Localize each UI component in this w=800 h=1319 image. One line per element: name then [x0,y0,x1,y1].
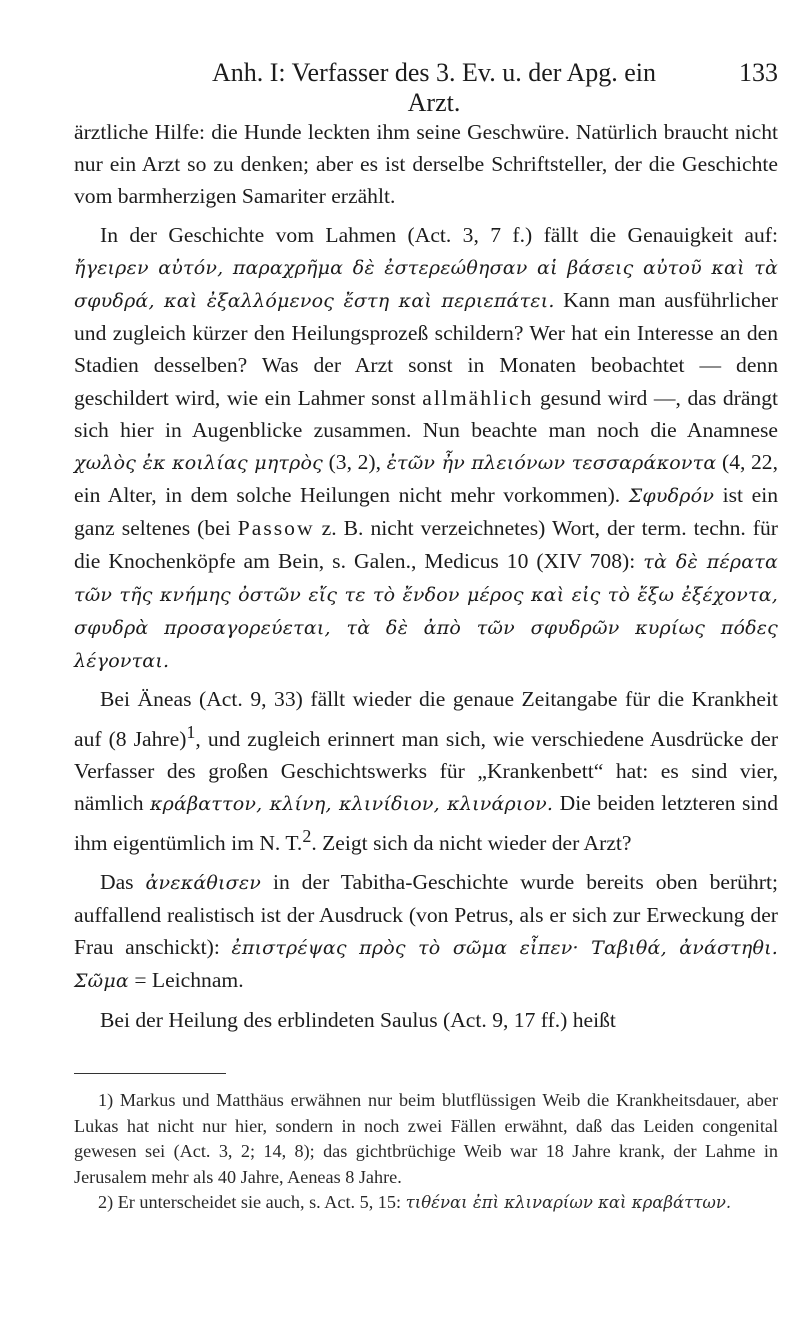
paragraph-text: Kann man ausführlicher und zugleich kürzer den Heilungsprozeß schildern? Wer hat ein Interesse an den Stadien desselben? Was der Arzt sonst in Monaten beobachtet — denn geschildert wird, wie ein Lahmer sonst [74,288,778,410]
paragraph-text: (4, 22, ein Alter, in dem solche Heilungen nicht mehr vorkommen). [74,450,778,508]
paragraph-text: Das [100,869,134,894]
spaced-author-name: Passow [237,516,315,541]
running-title: Anh. I: Verfasser des 3. Ev. u. der Apg. ein Arzt. [211,58,657,117]
footnote-ref-2: 2 [302,826,312,847]
paragraph-text: ist ein ganz seltenes (bei [74,483,779,541]
greek-quote: ἐτῶν ἦν πλειόνων τεσσαράκοντα [386,452,717,475]
paragraph-5 [74,1004,778,1036]
greek-quote: τιθέναι ἐπὶ κλιναρίων καὶ κραβάττων. [405,1193,732,1212]
footnote-2 [74,1190,778,1216]
footnotes [74,1088,778,1216]
page-number: 133 [739,58,778,87]
paragraph-text: gesund wird —, das drängt sich hier in Augenblicke zusammen. Nun beachte man noch die Anamnese [74,385,778,442]
running-header [74,58,778,117]
greek-term: Σφυδρόν [628,485,715,508]
paragraph-1 [74,116,778,213]
footnote-ref-1: 1 [186,721,196,742]
paragraph-text: (3, 2), [328,450,381,475]
spaced-emphasis: allmählich [422,385,534,410]
paragraph-4 [74,866,778,998]
paragraph-text: , und zugleich erinnert man sich, wie verschiedene Ausdrücke der Verfasser des großen Geschichtswerks für „Krankenbett“ hat: es sind vier, nämlich [74,726,779,816]
greek-terms: κράβαττον, κλίνη, κλινίδιον, κλινάριον. [150,793,554,816]
paragraph-text: Bei der Heilung des erblindeten Saulus (Act. 9, 17 ff.) heißt [100,1007,616,1032]
footnote-1 [74,1088,778,1190]
greek-term: ἀνεκάθισεν [145,871,262,894]
paragraph-3 [74,683,778,859]
greek-quote: τὰ δὲ πέρατα τῶν τῆς κνήμης ὀστῶν εἴς τε τὸ ἔνδον μέρος καὶ εἰς τὸ ἔξω ἐξέχοντα, σφυδρὰ προσαγορεύεται, τὰ δὲ ἀπὸ τῶν σφυδρῶν κυρίως πόδες λέγονται. [74,550,778,673]
greek-quote: ἐπιστρέψας πρὸς τὸ σῶμα εἶπεν· Ταβιθά, ἀνάστηθι. Σῶμα [74,937,778,993]
paragraph-text: in der Tabitha-Geschichte wurde bereits oben berührt; auffallend realistisch ist der Ausdruck (von Petrus, als er sich zur Erweckung der Frau anschickt): [74,869,778,960]
greek-quote: ἤγειρεν αὐτόν, παραχρῆμα δὲ ἐστερεώθησαν αἱ βάσεις αὐτοῦ καὶ τὰ σφυδρά, καὶ ἐξαλλόμενος ἔστη καὶ περιεπάτει. [74,256,778,313]
footnote-text: 2) Er unterscheidet sie auch, s. Act. 5, 15: [98,1192,402,1212]
paragraph-text: z. B. nicht verzeichnetes) Wort, der term. techn. für die Knochenköpfe am Bein, s. Galen., Medicus 10 (XIV 708): [74,516,778,573]
greek-quote: χωλὸς ἐκ κοιλίας μητρὸς [74,452,323,475]
paragraph-text: Bei Äneas (Act. 9, 33) fällt wieder die genaue Zeitangabe für die Krankheit auf (8 Jahre) [74,687,778,751]
paragraph-text: In der Geschichte vom Lahmen (Act. 3, 7 f.) fällt die Genauigkeit auf: [100,222,778,247]
paragraph-text: ärztliche Hilfe: die Hunde leckten ihm seine Geschwüre. Natürlich braucht nicht nur ein Arzt so zu denken; aber es ist derselbe Schriftsteller, der die Geschichte vom barmherzigen Samariter erzählt. [74,120,778,209]
footnote-text: 1) Markus und Matthäus erwähnen nur beim blutflüssigen Weib die Krankheitsdauer, aber Lukas hat nicht nur hier, sondern in noch zwei Fällen erwähnt, daß das Leiden congenital gewesen sei (Act. 3, 2; 14, 8); das gichtbrüchige Weib war 18 Jahre krank, der Lahme in Jerusalem mehr als 40 Jahre, Aeneas 8 Jahre. [74,1090,778,1187]
footnote-divider [74,1073,226,1074]
paragraph-text: . Zeigt sich da nicht wieder der Arzt? [311,831,632,856]
paragraph-text: Die beiden letzteren sind ihm eigentümlich im N. T. [74,791,779,856]
paragraph-text: = Leichnam. [134,968,244,993]
paragraph-2 [74,219,778,678]
main-text [74,116,778,1042]
